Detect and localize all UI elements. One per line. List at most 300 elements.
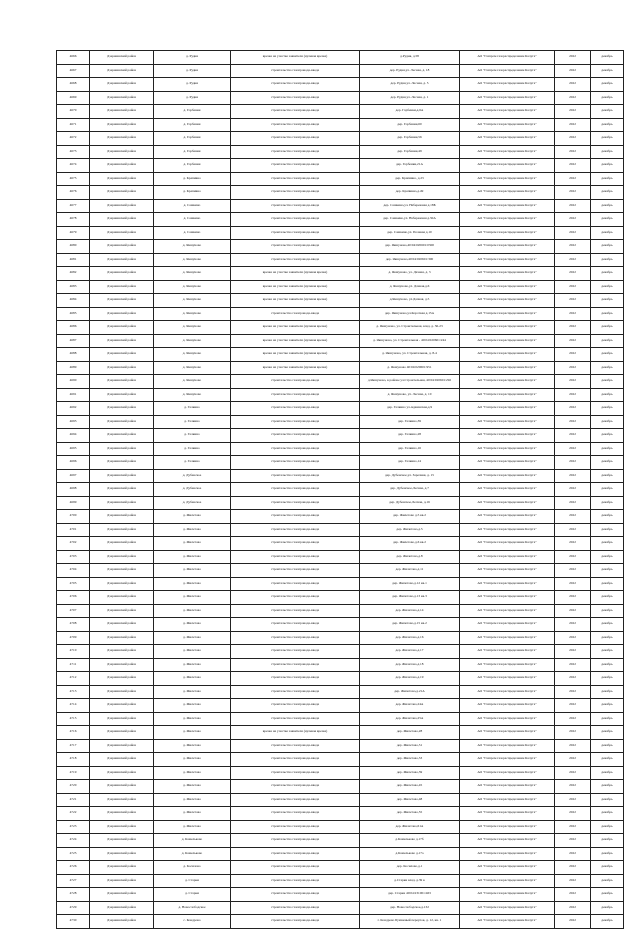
year-cell: 2022	[555, 510, 591, 524]
address-cell: дер. Крапивно, д.23	[360, 172, 460, 186]
address-cell: дер. Рудня,ул. Лесная, д. 18	[360, 64, 460, 78]
address-cell: д. Якшуново, ул. Дачная, д. 3	[360, 267, 460, 281]
row-number-cell: 4724	[57, 834, 90, 848]
locality-cell: д. Старки	[154, 888, 231, 902]
address-cell: дер. Жилетово,д.21А	[360, 685, 460, 699]
year-cell: 2022	[555, 280, 591, 294]
row-number-cell: 4729	[57, 901, 90, 915]
month-cell: декабрь	[591, 672, 624, 686]
row-number-cell: 4712	[57, 672, 90, 686]
organization-cell: АО "Газпром газораспределение Калуга"	[460, 861, 555, 875]
year-cell: 2022	[555, 429, 591, 443]
year-cell: 2022	[555, 415, 591, 429]
row-number-cell: 4727	[57, 874, 90, 888]
row-number-cell: 4685	[57, 307, 90, 321]
address-cell: дер. Жилетово,д.11	[360, 564, 460, 578]
address-cell: дер. Галкино,14	[360, 456, 460, 470]
table-row	[57, 672, 624, 686]
organization-cell: АО "Газпром газораспределение Калуга"	[460, 523, 555, 537]
table-row	[57, 469, 624, 483]
district-cell: Дзержинский район	[90, 874, 154, 888]
table-body	[57, 51, 624, 929]
table-row	[57, 267, 624, 281]
row-number-cell: 4681	[57, 253, 90, 267]
organization-cell: АО "Газпром газораспределение Калуга"	[460, 442, 555, 456]
district-cell: Дзержинский район	[90, 888, 154, 902]
row-number-cell: 4675	[57, 172, 90, 186]
work-type-cell: строительство газопровода-ввода	[231, 658, 360, 672]
row-number-cell: 4666	[57, 51, 90, 65]
month-cell: декабрь	[591, 834, 624, 848]
month-cell: декабрь	[591, 820, 624, 834]
year-cell: 2022	[555, 321, 591, 335]
locality-cell: д. Горбенки	[154, 159, 231, 173]
work-type-cell: строительство газопровода-ввода	[231, 537, 360, 551]
year-cell: 2022	[555, 618, 591, 632]
row-number-cell: 4701	[57, 523, 90, 537]
locality-cell: д. Жилетово	[154, 793, 231, 807]
address-cell: дер. Якшуново,40:04:020601:300	[360, 253, 460, 267]
year-cell: 2022	[555, 294, 591, 308]
address-cell: дер. Жилетово,д.19	[360, 672, 460, 686]
address-cell: д.Старки влад. д.39 к	[360, 874, 460, 888]
year-cell: 2022	[555, 915, 591, 929]
row-number-cell: 4730	[57, 915, 90, 929]
row-number-cell: 4716	[57, 726, 90, 740]
work-type-cell: строительство газопровода-ввода	[231, 550, 360, 564]
locality-cell: д. Камельково	[154, 847, 231, 861]
row-number-cell: 4674	[57, 159, 90, 173]
work-type-cell: строительство газопровода-ввода	[231, 577, 360, 591]
address-cell: дер. Жилетово,55	[360, 807, 460, 821]
organization-cell: АО "Газпром газораспределение Калуга"	[460, 591, 555, 605]
address-cell: дер. Жилетово,д.13 кв.3	[360, 591, 460, 605]
address-cell: дер. Горбенки,60	[360, 118, 460, 132]
locality-cell: д. Новослободское	[154, 901, 231, 915]
locality-cell: д. Якшуново	[154, 267, 231, 281]
row-number-cell: 4682	[57, 267, 90, 281]
district-cell: Дзержинский район	[90, 577, 154, 591]
district-cell: Дзержинский район	[90, 793, 154, 807]
row-number-cell: 4676	[57, 186, 90, 200]
year-cell: 2022	[555, 888, 591, 902]
table-row	[57, 834, 624, 848]
row-number-cell: 4686	[57, 321, 90, 335]
row-number-cell: 4708	[57, 618, 90, 632]
row-number-cell: 4700	[57, 510, 90, 524]
locality-cell: с. Кондрово	[154, 915, 231, 929]
year-cell: 2022	[555, 766, 591, 780]
locality-cell: д. Сашкино	[154, 213, 231, 227]
address-cell: дер. Горбенки,д.6А	[360, 105, 460, 119]
district-cell: Дзержинский район	[90, 186, 154, 200]
year-cell: 2022	[555, 118, 591, 132]
work-type-cell: строительство газопровода-ввода	[231, 78, 360, 92]
organization-cell: АО "Газпром газораспределение Калуга"	[460, 172, 555, 186]
table-row	[57, 496, 624, 510]
row-number-cell: 4719	[57, 766, 90, 780]
organization-cell: АО "Газпром газораспределение Калуга"	[460, 618, 555, 632]
district-cell: Дзержинский район	[90, 280, 154, 294]
work-type-cell: строительство газопровода-ввода	[231, 699, 360, 713]
organization-cell: АО "Газпром газораспределение Калуга"	[460, 78, 555, 92]
year-cell: 2022	[555, 375, 591, 389]
month-cell: декабрь	[591, 537, 624, 551]
year-cell: 2022	[555, 591, 591, 605]
table-row	[57, 145, 624, 159]
district-cell: Дзержинский район	[90, 132, 154, 146]
organization-cell: АО "Газпром газораспределение Калуга"	[460, 361, 555, 375]
year-cell: 2022	[555, 456, 591, 470]
organization-cell: АО "Газпром газораспределение Калуга"	[460, 699, 555, 713]
locality-cell: д. Якшуново	[154, 361, 231, 375]
organization-cell: АО "Газпром газораспределение Калуга"	[460, 510, 555, 524]
address-cell: дер. Жилетово,28	[360, 726, 460, 740]
year-cell: 2022	[555, 645, 591, 659]
address-cell: дер. Жилетово,д.18	[360, 658, 460, 672]
organization-cell: АО "Газпром газораспределение Калуга"	[460, 847, 555, 861]
work-type-cell: строительство газопровода-ввода	[231, 469, 360, 483]
year-cell: 2022	[555, 172, 591, 186]
locality-cell: д. Крапивно	[154, 186, 231, 200]
work-type-cell: строительство газопровода-ввода	[231, 91, 360, 105]
address-cell: дер. Жилетово,д.12 кв.1	[360, 577, 460, 591]
address-cell: дер. Сашкино,ул. Набережная д.18Б	[360, 199, 460, 213]
address-cell: д. Якшуново 40:04:020601:951	[360, 361, 460, 375]
work-type-cell: строительство газопровода-ввода	[231, 64, 360, 78]
month-cell: декабрь	[591, 780, 624, 794]
table-row	[57, 658, 624, 672]
work-type-cell: строительство газопровода-ввода	[231, 132, 360, 146]
year-cell: 2022	[555, 793, 591, 807]
table-row	[57, 429, 624, 443]
work-type-cell: строительство газопровода-ввода	[231, 888, 360, 902]
table-row	[57, 240, 624, 254]
organization-cell: АО "Газпром газораспределение Калуга"	[460, 118, 555, 132]
year-cell: 2022	[555, 253, 591, 267]
table-row	[57, 361, 624, 375]
organization-cell: АО "Газпром газораспределение Калуга"	[460, 321, 555, 335]
organization-cell: АО "Газпром газораспределение Калуга"	[460, 807, 555, 821]
district-cell: Дзержинский район	[90, 402, 154, 416]
district-cell: Дзержинский район	[90, 618, 154, 632]
work-type-cell: врезка на участке заявителя (нулевая врезка)	[231, 726, 360, 740]
year-cell: 2022	[555, 240, 591, 254]
work-type-cell: строительство газопровода-ввода	[231, 820, 360, 834]
work-type-cell: строительство газопровода-ввода	[231, 861, 360, 875]
row-number-cell: 4692	[57, 402, 90, 416]
table-row	[57, 294, 624, 308]
year-cell: 2022	[555, 712, 591, 726]
locality-cell: д. Галкино	[154, 429, 231, 443]
locality-cell: д. Жилетово	[154, 739, 231, 753]
row-number-cell: 4673	[57, 145, 90, 159]
row-number-cell: 4715	[57, 712, 90, 726]
organization-cell: АО "Газпром газораспределение Калуга"	[460, 631, 555, 645]
district-cell: Дзержинский район	[90, 429, 154, 443]
locality-cell: д. Жилетово	[154, 550, 231, 564]
work-type-cell: врезка на участке заявителя (нулевая врезка)	[231, 267, 360, 281]
district-cell: Дзержинский район	[90, 712, 154, 726]
work-type-cell: строительство газопровода-ввода	[231, 118, 360, 132]
year-cell: 2022	[555, 132, 591, 146]
work-type-cell: строительство газопровода-ввода	[231, 307, 360, 321]
year-cell: 2022	[555, 334, 591, 348]
organization-cell: АО "Газпром газораспределение Калуга"	[460, 888, 555, 902]
row-number-cell: 4723	[57, 820, 90, 834]
organization-cell: АО "Газпром газораспределение Калуга"	[460, 415, 555, 429]
work-type-cell: врезка на участке заявителя (нулевая врезка)	[231, 348, 360, 362]
row-number-cell: 4699	[57, 496, 90, 510]
row-number-cell: 4670	[57, 105, 90, 119]
work-type-cell: строительство газопровода-ввода	[231, 105, 360, 119]
address-cell: дер. Галкино,16	[360, 442, 460, 456]
address-cell: дер. Жилетово,33	[360, 753, 460, 767]
table-row	[57, 564, 624, 578]
month-cell: декабрь	[591, 118, 624, 132]
month-cell: декабрь	[591, 739, 624, 753]
month-cell: декабрь	[591, 456, 624, 470]
locality-cell: д. Жилетово	[154, 577, 231, 591]
table-row	[57, 280, 624, 294]
month-cell: декабрь	[591, 172, 624, 186]
locality-cell: д. Жилетово	[154, 658, 231, 672]
organization-cell: АО "Газпром газораспределение Калуга"	[460, 199, 555, 213]
address-cell: дер. Галкино,28	[360, 429, 460, 443]
row-number-cell: 4721	[57, 793, 90, 807]
year-cell: 2022	[555, 861, 591, 875]
organization-cell: АО "Газпром газораспределение Калуга"	[460, 429, 555, 443]
district-cell: Дзержинский район	[90, 415, 154, 429]
table-row	[57, 348, 624, 362]
work-type-cell: строительство газопровода-ввода	[231, 915, 360, 929]
locality-cell: д. Якшуново	[154, 253, 231, 267]
month-cell: декабрь	[591, 591, 624, 605]
row-number-cell: 4707	[57, 604, 90, 618]
organization-cell: АО "Газпром газораспределение Калуга"	[460, 240, 555, 254]
row-number-cell: 4672	[57, 132, 90, 146]
month-cell: декабрь	[591, 132, 624, 146]
address-cell: д. Якшуново,ул. Дачная,д.6	[360, 280, 460, 294]
row-number-cell: 4687	[57, 334, 90, 348]
organization-cell: АО "Газпром газораспределение Калуга"	[460, 280, 555, 294]
locality-cell: д. Жилетово	[154, 510, 231, 524]
row-number-cell: 4683	[57, 280, 90, 294]
table-row	[57, 793, 624, 807]
work-type-cell: строительство газопровода-ввода	[231, 159, 360, 173]
district-cell: Дзержинский район	[90, 267, 154, 281]
row-number-cell: 4680	[57, 240, 90, 254]
locality-cell: д. Якшуново	[154, 375, 231, 389]
row-number-cell: 4671	[57, 118, 90, 132]
organization-cell: АО "Газпром газораспределение Калуга"	[460, 672, 555, 686]
address-cell: дер. Жилетово,39	[360, 766, 460, 780]
month-cell: декабрь	[591, 240, 624, 254]
address-cell: дер. Старки 40:04:231001:463	[360, 888, 460, 902]
organization-cell: АО "Газпром газораспределение Калуга"	[460, 375, 555, 389]
row-number-cell: 4714	[57, 699, 90, 713]
locality-cell: д. Якшуново	[154, 280, 231, 294]
district-cell: Дзержинский район	[90, 699, 154, 713]
address-cell: дер. Жилетово,48	[360, 793, 460, 807]
year-cell: 2022	[555, 523, 591, 537]
address-cell: дер. Жилетово,25А	[360, 712, 460, 726]
locality-cell: д. Жилетово	[154, 699, 231, 713]
organization-cell: АО "Газпром газораспределение Калуга"	[460, 753, 555, 767]
organization-cell: АО "Газпром газораспределение Калуга"	[460, 402, 555, 416]
address-cell: дер. Галкино ул.Аджинская,д.9	[360, 402, 460, 416]
district-cell: Дзержинский район	[90, 51, 154, 65]
year-cell: 2022	[555, 564, 591, 578]
table-row	[57, 483, 624, 497]
table-row	[57, 901, 624, 915]
address-cell: дер. Жилетово,д.14	[360, 604, 460, 618]
organization-cell: АО "Газпром газораспределение Калуга"	[460, 496, 555, 510]
table-row	[57, 888, 624, 902]
address-cell: дер. Дубенское,Лесная, д.7	[360, 483, 460, 497]
organization-cell: АО "Газпром газораспределение Калуга"	[460, 253, 555, 267]
organization-cell: АО "Газпром газораспределение Калуга"	[460, 294, 555, 308]
organization-cell: АО "Газпром газораспределение Калуга"	[460, 213, 555, 227]
district-cell: Дзержинский район	[90, 672, 154, 686]
month-cell: декабрь	[591, 901, 624, 915]
month-cell: декабрь	[591, 145, 624, 159]
address-cell: дер. Дубенское,Лесная, д.16	[360, 496, 460, 510]
district-cell: Дзержинский район	[90, 348, 154, 362]
organization-cell: АО "Газпром газораспределение Калуга"	[460, 577, 555, 591]
district-cell: Дзержинский район	[90, 496, 154, 510]
district-cell: Дзержинский район	[90, 766, 154, 780]
table-row	[57, 645, 624, 659]
row-number-cell: 4705	[57, 577, 90, 591]
year-cell: 2022	[555, 753, 591, 767]
row-number-cell: 4722	[57, 807, 90, 821]
address-cell: дер. Крапивно,д.49	[360, 186, 460, 200]
locality-cell: д. Галкино	[154, 402, 231, 416]
month-cell: декабрь	[591, 294, 624, 308]
year-cell: 2022	[555, 780, 591, 794]
year-cell: 2022	[555, 658, 591, 672]
address-cell: дер. Жилетово,24А	[360, 699, 460, 713]
district-cell: Дзержинский район	[90, 564, 154, 578]
work-type-cell: строительство газопровода-ввода	[231, 753, 360, 767]
locality-cell: д. Жилетово	[154, 712, 231, 726]
work-type-cell: строительство газопровода-ввода	[231, 672, 360, 686]
locality-cell: д. Жилетово	[154, 753, 231, 767]
table-row	[57, 631, 624, 645]
organization-cell: АО "Газпром газораспределение Калуга"	[460, 712, 555, 726]
month-cell: декабрь	[591, 645, 624, 659]
work-type-cell: врезка на участке заявителя (нулевая врезка)	[231, 280, 360, 294]
row-number-cell: 4718	[57, 753, 90, 767]
locality-cell: д. Жилетово	[154, 780, 231, 794]
district-cell: Дзержинский район	[90, 64, 154, 78]
table-row	[57, 577, 624, 591]
month-cell: декабрь	[591, 510, 624, 524]
district-cell: Дзержинский район	[90, 780, 154, 794]
month-cell: декабрь	[591, 267, 624, 281]
locality-cell: д. Дубенское	[154, 496, 231, 510]
table-row	[57, 618, 624, 632]
locality-cell: д. Якшуново	[154, 348, 231, 362]
year-cell: 2022	[555, 672, 591, 686]
district-cell: Дзержинский район	[90, 334, 154, 348]
table-row	[57, 186, 624, 200]
locality-cell: д. Жилетово	[154, 726, 231, 740]
district-cell: Дзержинский район	[90, 213, 154, 227]
year-cell: 2022	[555, 807, 591, 821]
locality-cell: д. Якшуново	[154, 388, 231, 402]
work-type-cell: строительство газопровода-ввода	[231, 199, 360, 213]
address-cell: дер. Галкино,39	[360, 415, 460, 429]
organization-cell: АО "Газпром газораспределение Калуга"	[460, 159, 555, 173]
address-cell: дер. Жилетово,д.6 кв.2	[360, 537, 460, 551]
year-cell: 2022	[555, 213, 591, 227]
row-number-cell: 4711	[57, 658, 90, 672]
year-cell: 2022	[555, 577, 591, 591]
table-row	[57, 415, 624, 429]
organization-cell: АО "Газпром газораспределение Калуга"	[460, 685, 555, 699]
table-row	[57, 172, 624, 186]
month-cell: декабрь	[591, 280, 624, 294]
row-number-cell: 4726	[57, 861, 90, 875]
address-cell: дер. Жилетово,д.15 кв.2	[360, 618, 460, 632]
year-cell: 2022	[555, 726, 591, 740]
table-row	[57, 766, 624, 780]
locality-cell: д. Жилетово	[154, 672, 231, 686]
district-cell: Дзержинский район	[90, 847, 154, 861]
row-number-cell: 4688	[57, 348, 90, 362]
organization-cell: АО "Газпром газораспределение Калуга"	[460, 348, 555, 362]
district-cell: Дзержинский район	[90, 321, 154, 335]
locality-cell: д. Рудня	[154, 91, 231, 105]
district-cell: Дзержинский район	[90, 537, 154, 551]
address-cell: дер. Рудня,ул. Лесная, д. 1	[360, 91, 460, 105]
locality-cell: д. Жилетово	[154, 564, 231, 578]
address-cell: дер. Жилетово,61А	[360, 820, 460, 834]
year-cell: 2022	[555, 847, 591, 861]
year-cell: 2022	[555, 631, 591, 645]
organization-cell: АО "Газпром газораспределение Калуга"	[460, 739, 555, 753]
month-cell: декабрь	[591, 213, 624, 227]
district-cell: Дзержинский район	[90, 901, 154, 915]
month-cell: декабрь	[591, 348, 624, 362]
row-number-cell: 4694	[57, 429, 90, 443]
document-sheet	[56, 50, 613, 929]
organization-cell: АО "Газпром газораспределение Калуга"	[460, 874, 555, 888]
district-cell: Дзержинский район	[90, 523, 154, 537]
locality-cell: д. Дубенское	[154, 483, 231, 497]
locality-cell: д. Крапивно	[154, 172, 231, 186]
locality-cell: д. Сашкино	[154, 226, 231, 240]
district-cell: Дзержинский район	[90, 307, 154, 321]
row-number-cell: 4693	[57, 415, 90, 429]
address-cell: дер. Жилетово,д.5	[360, 523, 460, 537]
work-type-cell: строительство газопровода-ввода	[231, 631, 360, 645]
organization-cell: АО "Газпром газораспределение Калуга"	[460, 132, 555, 146]
work-type-cell: строительство газопровода-ввода	[231, 375, 360, 389]
work-type-cell: врезка на участке заявителя (нулевая врезка)	[231, 321, 360, 335]
month-cell: декабрь	[591, 618, 624, 632]
table-row	[57, 685, 624, 699]
district-cell: Дзержинский район	[90, 834, 154, 848]
month-cell: декабрь	[591, 483, 624, 497]
work-type-cell: строительство газопровода-ввода	[231, 213, 360, 227]
month-cell: декабрь	[591, 874, 624, 888]
year-cell: 2022	[555, 199, 591, 213]
locality-cell: д. Сашкино	[154, 199, 231, 213]
locality-cell: д. Камельково	[154, 834, 231, 848]
